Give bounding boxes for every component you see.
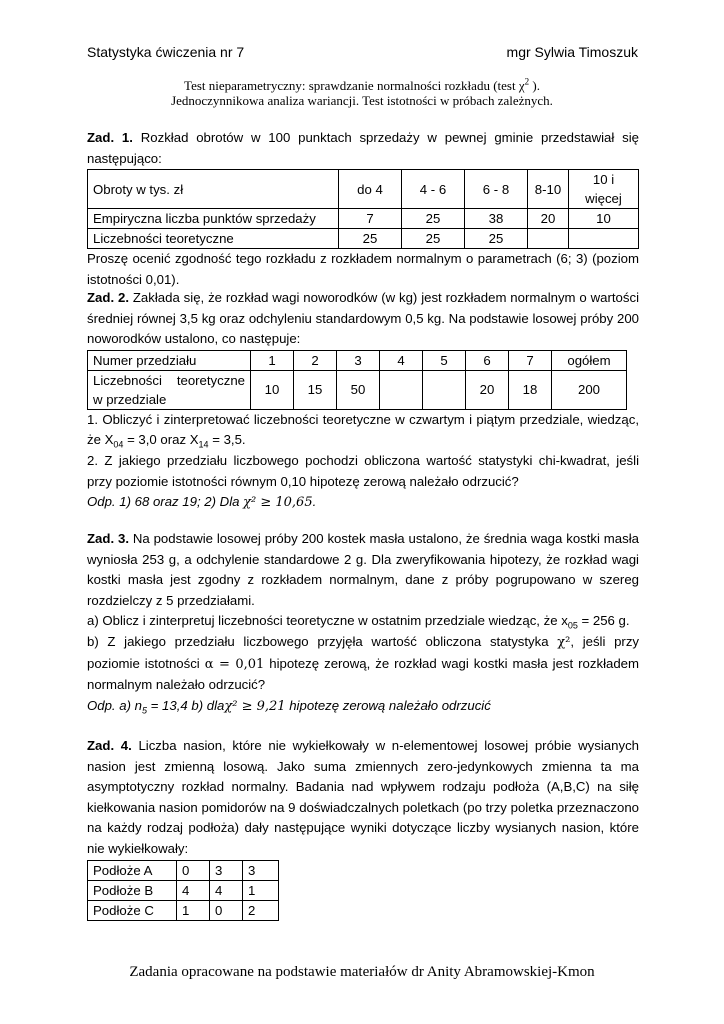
- table-cell: 200: [552, 370, 627, 409]
- table-cell: Numer przedziału: [88, 350, 251, 370]
- q1-sub-1: 04: [113, 440, 124, 451]
- table-row: [88, 229, 639, 249]
- qb-text-c: hipotezę zerową, że rozkład wagi kostki masła jest rozkładem normalnym należało odrzucić?: [87, 655, 639, 693]
- answer-end: .: [312, 494, 317, 510]
- table-cell: 3: [243, 860, 279, 880]
- header-course-title: Statystyka ćwiczenia nr 7: [87, 44, 245, 60]
- answer-formula: χ² ≥ 9,21: [224, 698, 286, 714]
- task-4-label: Zad. 4.: [87, 738, 132, 753]
- table-cell: Liczebności teoretyczne: [88, 229, 339, 249]
- qa-sub: 05: [567, 621, 578, 632]
- task-4: [87, 736, 639, 921]
- task-1-question: Proszę ocenić zgodność tego rozkładu z rozkładem normalnym o parametrach (6; 3) (poziom istotności 0,01).: [87, 251, 639, 287]
- task-2-intro-text: Zakłada się, że rozkład wagi noworodków (w kg) jest rozkładem normalnym o wartości średniej równej 3,5 kg oraz odchyleniu standardowym 0,5 kg. Na podstawie losowej próby 200 noworodków ustalono, co następuje:: [87, 290, 639, 347]
- qb-text-b: , jeśli przy poziomie istotności: [87, 633, 640, 671]
- table-cell: 8-10: [528, 170, 569, 209]
- table-cell: 15: [294, 370, 337, 409]
- header-author: mgr Sylwia Timoszuk: [506, 44, 638, 60]
- table-row: [88, 209, 639, 229]
- table-cell: 3: [210, 860, 243, 880]
- answer-text: Odp. 1) 68 oraz 19; 2) Dla: [87, 494, 244, 510]
- task-2: [87, 288, 639, 514]
- task-3-question-a: [87, 611, 639, 632]
- answer-text-c: hipotezę zerową należało odrzucić: [285, 697, 491, 713]
- table-cell: 2: [294, 350, 337, 370]
- task-2-table: [87, 350, 627, 410]
- qb-formula-1: χ²: [557, 634, 571, 650]
- task-3-intro-text: Na podstawie losowej próby 200 kostek masła ustalono, że średnia waga kostki masła wyniosła 253 g, a odchylenie standardowe 2 g. Dla zweryfikowania hipotezy, że rozkład wagi kostki masła jest zgodny z rozkładem normalnym, dane z próby pogrupowano w szereg rozdzielczy z 5 przedziałami.: [87, 531, 639, 608]
- table-cell: 4: [380, 350, 423, 370]
- table-cell: 4 - 6: [402, 170, 465, 209]
- answer-formula: χ² ≥ 10,65: [243, 495, 313, 511]
- task-3-label: Zad. 3.: [87, 531, 129, 546]
- qb-formula-2: α = 0,01: [204, 656, 265, 672]
- subtitle-sup: 2: [524, 76, 530, 87]
- qb-text-a: b) Z jakiego przedziału liczbowego przyjęła wartość obliczona statystyka: [87, 633, 558, 649]
- task-3-question-b: [87, 632, 639, 696]
- answer-text-a: Odp. a) n: [87, 697, 142, 713]
- table-cell: Podłoże B: [88, 880, 177, 900]
- table-cell: 7: [339, 209, 402, 229]
- table-row: [88, 900, 279, 920]
- q1-sub-2: 14: [198, 440, 209, 451]
- task-2-question-1: [87, 410, 639, 451]
- answer-text-b: = 13,4 b) dla: [147, 697, 225, 713]
- table-cell: Liczebności teoretyczne w przedziale: [88, 370, 251, 409]
- table-cell: 25: [339, 229, 402, 249]
- task-2-intro: [87, 288, 639, 350]
- table-cell: 18: [509, 370, 552, 409]
- table-cell: 50: [337, 370, 380, 409]
- q1-text-c: = 3,5.: [208, 432, 246, 448]
- table-cell: 5: [423, 350, 466, 370]
- subtitle-line-1-text: Test nieparametryczny: sprawdzanie normalności rozkładu (test χ: [184, 78, 525, 93]
- table-cell: Empiryczna liczba punktów sprzedaży: [88, 209, 339, 229]
- task-4-table: [87, 860, 279, 921]
- q1-text-b: = 3,0 oraz X: [123, 432, 199, 448]
- task-1-intro-text: Rozkład obrotów w 100 punktach sprzedaży w pewnej gminie przedstawiał się następująco:: [87, 130, 639, 166]
- table-cell: [528, 229, 569, 249]
- subtitle-line-2: Jednoczynnikowa analiza wariancji. Test istotności w próbach zależnych.: [171, 93, 553, 108]
- table-cell: 4: [177, 880, 210, 900]
- table-cell: 10: [251, 370, 294, 409]
- task-2-label: Zad. 2.: [87, 290, 129, 305]
- table-cell: 6 - 8: [465, 170, 528, 209]
- table-row: [88, 370, 627, 409]
- table-cell: Podłoże A: [88, 860, 177, 880]
- qa-text-a: a) Oblicz i zinterpretuj liczebności teoretyczne w ostatnim przedziale wiedząc, że x: [87, 613, 568, 629]
- task-3: [87, 529, 639, 717]
- task-1-table: [87, 169, 639, 249]
- table-row: [88, 350, 627, 370]
- document-footer: Zadania opracowane na podstawie materiałów dr Anity Abramowskiej-Kmon: [129, 964, 595, 980]
- task-1: [87, 128, 639, 290]
- task-4-intro-text: Liczba nasion, które nie wykiełkowały w n-elementowej losowej próbie wysianych nasion jest zmienną losową. Jako suma zmiennych zero-jedynkowych zmienna ta ma asymptotyczny rozkład normalny. Badania nad wpływem rodzaju podłoża (A,B,C) na siłę kiełkowania nasion pomidorów na 9 doświadczalnych poletkach (po trzy poletka przeznaczono na każdy rodzaj podłoża) dały następujące wyniki dotyczące liczby wysianych nasion, które nie wykiełkowały:: [87, 738, 639, 856]
- task-4-intro: [87, 736, 639, 860]
- table-cell: 7: [509, 350, 552, 370]
- table-cell: 2: [243, 900, 279, 920]
- table-cell: 20: [466, 370, 509, 409]
- table-cell: 1: [177, 900, 210, 920]
- task-1-label: Zad. 1.: [87, 130, 133, 145]
- document-subtitle: [0, 78, 724, 108]
- table-cell: 4: [210, 880, 243, 900]
- table-cell: 25: [402, 209, 465, 229]
- task-2-answer: [87, 492, 639, 514]
- q1-text-a: 1. Obliczyć i zinterpretować liczebności teoretyczne w czwartym i piątym przedziale, wiedząc, że X: [87, 411, 639, 448]
- table-row: [88, 860, 279, 880]
- table-cell: 20: [528, 209, 569, 229]
- table-cell: 3: [337, 350, 380, 370]
- task-1-intro: [87, 128, 639, 169]
- table-cell: 25: [465, 229, 528, 249]
- table-cell: [569, 229, 639, 249]
- table-cell: 0: [210, 900, 243, 920]
- table-row: [88, 880, 279, 900]
- task-2-question-2: 2. Z jakiego przedziału liczbowego pochodzi obliczona wartość statystyki chi-kwadrat, jeśli przy poziomie istotności równym 0,10 hipotezę zerową należało odrzucić?: [87, 452, 639, 489]
- answer-sub: 5: [141, 705, 147, 716]
- table-cell: [423, 370, 466, 409]
- task-3-intro: [87, 529, 639, 611]
- table-cell: do 4: [339, 170, 402, 209]
- table-cell: 0: [177, 860, 210, 880]
- table-row: [88, 170, 639, 209]
- table-cell: 38: [465, 209, 528, 229]
- table-cell: 10: [569, 209, 639, 229]
- table-cell: Podłoże C: [88, 900, 177, 920]
- subtitle-line-1: [0, 78, 724, 93]
- table-cell: 1: [243, 880, 279, 900]
- table-cell: 6: [466, 350, 509, 370]
- table-cell: 25: [402, 229, 465, 249]
- table-cell: ogółem: [552, 350, 627, 370]
- table-cell: [380, 370, 423, 409]
- subtitle-line-1-end: ).: [529, 78, 540, 93]
- task-3-answer: [87, 696, 639, 718]
- table-cell: Obroty w tys. zł: [88, 170, 339, 209]
- qa-text-b: = 256 g.: [577, 613, 630, 629]
- table-cell: 1: [251, 350, 294, 370]
- table-cell: 10 i więcej: [569, 170, 639, 209]
